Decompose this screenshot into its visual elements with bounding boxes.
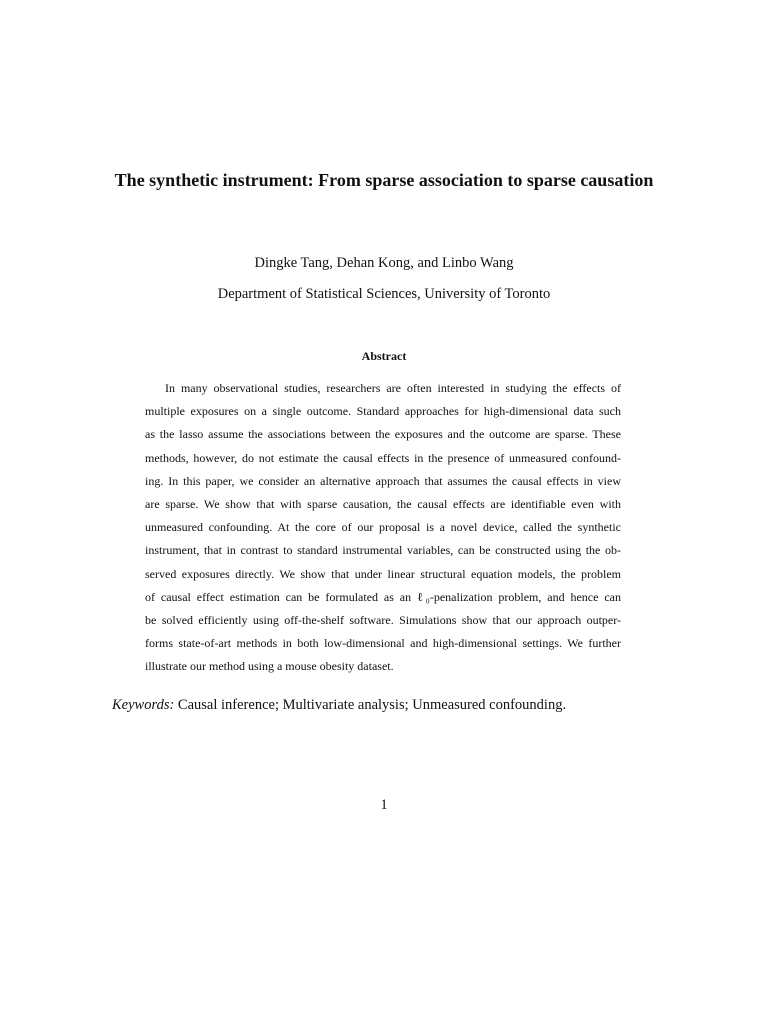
abstract-line: of causal effect estimation can be formulated as an ℓ₀-penalization problem, and hence can [145,589,621,604]
abstract-line: as the lasso assume the associations between the exposures and the outcome are sparse. These [145,427,621,442]
paper-authors: Dingke Tang, Dehan Kong, and Linbo Wang [254,255,514,271]
abstract-line: instrument, that in contrast to standard instrumental variables, can be constructed using the ob- [145,543,621,558]
abstract-line: be solved efficiently using off-the-shelf software. Simulations show that our approach outper- [145,612,621,627]
abstract-line: methods, however, do not estimate the causal effects in the presence of unmeasured confound- [145,450,621,465]
page-number: 1 [380,797,388,813]
abstract-line: illustrate our method using a mouse obesity dataset. [145,659,394,674]
keywords-label: Keywords: [112,697,175,713]
abstract-line: are sparse. We show that with sparse causation, the causal effects are identifiable even with [145,496,621,511]
abstract-line: ing. In this paper, we consider an alternative approach that assumes the causal effects in view [145,473,621,488]
abstract-line: served exposures directly. We show that under linear structural equation models, the problem [145,566,621,581]
paper-title: The synthetic instrument: From sparse association to sparse causation [114,170,654,190]
keywords-text: Causal inference; Multivariate analysis; Unmeasured confounding. [174,697,567,713]
keywords [112,697,566,714]
abstract-line: forms state-of-art methods in both low-dimensional and high-dimensional settings. We further [145,636,621,651]
abstract-heading: Abstract [361,349,407,363]
paper-affiliation: Department of Statistical Sciences, University of Toronto [217,286,551,302]
abstract-body [145,377,621,678]
abstract-line: unmeasured confounding. At the core of our proposal is a novel device, called the synthetic [145,520,621,535]
abstract-line: multiple exposures on a single outcome. Standard approaches for high-dimensional data such [145,404,621,419]
abstract-line: In many observational studies, researchers are often interested in studying the effects of [165,381,621,395]
